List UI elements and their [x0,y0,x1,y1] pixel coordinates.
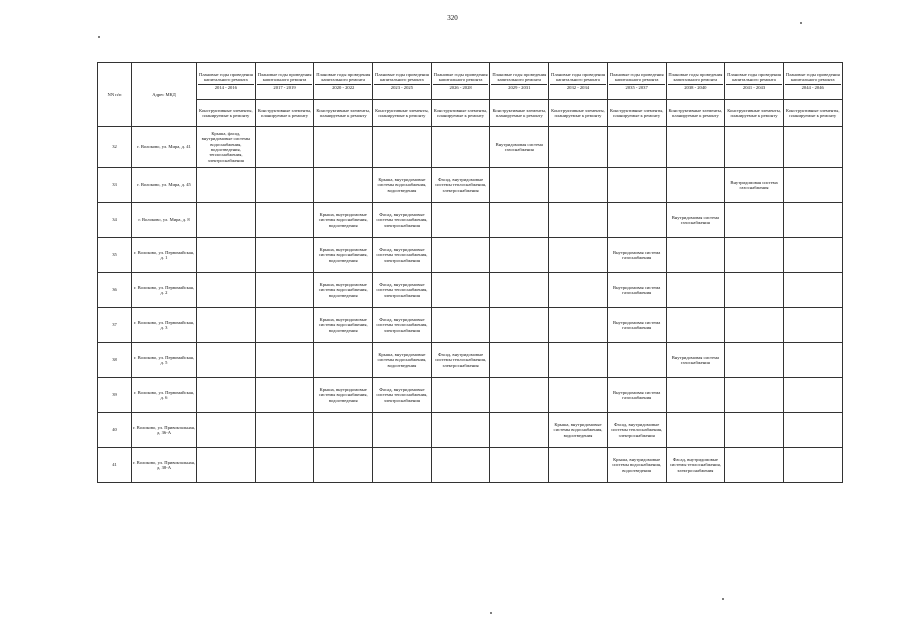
capital-repair-plan-table [97,62,843,483]
header-period [725,63,784,100]
repair-elements-cell [666,378,725,413]
repair-elements-cell [197,413,256,448]
row-address: г. Волоково, ул. Первомайская, д. 5 [132,343,197,378]
header-plan-label: Плановые годы проведения капитального ремонта [374,71,429,83]
repair-elements-cell [666,127,725,168]
repair-elements-cell [783,448,842,483]
repair-elements-cell [255,448,314,483]
repair-elements-cell: Фасад, внутридомовые системы теплоснабжения, электроснабжения [431,343,490,378]
row-number: 40 [98,413,132,448]
row-number: 33 [98,168,132,203]
repair-elements-cell [373,413,432,448]
header-elements: Конструктивные элементы, планируемые к ремонту [549,100,608,127]
row-address: г. Волоково, ул. Привокзальная, д. 38-А [132,448,197,483]
repair-elements-cell: Крыша, внутридомовые системы водоснабжения, водоотведения [314,378,373,413]
row-number: 41 [98,448,132,483]
table-row [98,203,843,238]
scan-speck [722,598,724,600]
header-plan-label: Плановые годы проведения капитального ремонта [609,71,664,83]
repair-elements-cell [431,308,490,343]
repair-elements-cell: Внутридомовая система газоснабжения [607,273,666,308]
repair-elements-cell [725,203,784,238]
header-plan-label: Плановые годы проведения капитального ремонта [551,71,605,83]
repair-elements-cell [431,378,490,413]
repair-elements-cell [783,168,842,203]
repair-elements-cell [783,238,842,273]
header-period-years: 2017 - 2019 [257,84,313,90]
repair-elements-cell [725,343,784,378]
header-period [431,63,490,100]
header-period [549,63,608,100]
repair-elements-cell [725,413,784,448]
repair-elements-cell [197,203,256,238]
repair-elements-cell [725,308,784,343]
repair-elements-cell [373,127,432,168]
row-address: г. Волоково, ул. Первомайская, д. 3 [132,308,197,343]
header-period [314,63,373,100]
repair-elements-cell [607,343,666,378]
header-plan-label: Плановые годы проведения капитального ремонта [492,71,547,83]
row-address: г. Волоково, ул. Первомайская, д. 1 [132,238,197,273]
repair-elements-cell: Крыша, фасад, внутридомовые системы водоснабжения, водоотведения, теплоснабжения, электроснабжения [197,127,256,168]
row-number: 32 [98,127,132,168]
repair-elements-cell [490,238,549,273]
repair-elements-cell: Крыша, внутридомовые системы водоснабжения, водоотведения [314,308,373,343]
table-row [98,413,843,448]
repair-elements-cell [607,127,666,168]
row-number: 37 [98,308,132,343]
repair-elements-cell [431,273,490,308]
header-period-years: 2029 - 2031 [491,84,547,90]
repair-elements-cell [490,273,549,308]
repair-elements-cell [255,273,314,308]
repair-elements-cell [607,168,666,203]
header-period [197,63,256,100]
repair-elements-cell [783,343,842,378]
repair-elements-cell [373,448,432,483]
repair-elements-cell [197,343,256,378]
table-row [98,343,843,378]
header-plan-label: Плановые годы проведения капитального ремонта [433,71,488,83]
table-row [98,378,843,413]
scan-speck [800,22,802,24]
repair-elements-cell [431,238,490,273]
repair-elements-cell [490,343,549,378]
header-period-years: 2023 - 2025 [374,84,430,90]
repair-elements-cell [490,203,549,238]
repair-elements-cell: Крыша, внутридомовые системы водоснабжения, водоотведения [373,168,432,203]
row-address: г. Волоково, ул. Первомайская, д. 6 [132,378,197,413]
repair-elements-cell: Фасад, внутридомовые системы теплоснабжения, электроснабжения [373,238,432,273]
repair-elements-cell [255,203,314,238]
repair-elements-cell [783,203,842,238]
header-period [666,63,725,100]
header-elements: Конструктивные элементы, планируемые к ремонту [373,100,432,127]
repair-elements-cell [666,273,725,308]
table-row [98,273,843,308]
repair-elements-cell [607,203,666,238]
header-elements: Конструктивные элементы, планируемые к ремонту [314,100,373,127]
header-plan-label: Плановые годы проведения капитального ремонта [257,71,312,83]
row-number: 38 [98,343,132,378]
repair-elements-cell [314,413,373,448]
header-num: NN п/п [98,63,132,127]
row-address: г. Волоково, ул. Мира, д. 8 [132,203,197,238]
repair-elements-cell [549,308,608,343]
repair-elements-cell: Внутридомовая система газоснабжения [607,308,666,343]
repair-elements-cell [255,343,314,378]
repair-elements-cell: Фасад, внутридомовые системы теплоснабжения, электроснабжения [373,203,432,238]
header-period-years: 2026 - 2028 [433,84,489,90]
repair-elements-cell [783,308,842,343]
repair-elements-cell [197,448,256,483]
header-address: Адрес МКД [132,63,197,127]
repair-elements-cell: Внутридомовая система газоснабжения [607,378,666,413]
repair-elements-cell: Крыша, внутридомовые системы водоснабжения, водоотведения [314,273,373,308]
repair-elements-cell [783,273,842,308]
repair-elements-cell [314,168,373,203]
row-number: 36 [98,273,132,308]
repair-elements-cell [255,238,314,273]
repair-elements-cell [197,238,256,273]
header-period-years: 2020 - 2022 [315,84,371,90]
repair-elements-cell [431,448,490,483]
header-period [373,63,432,100]
repair-elements-cell [783,378,842,413]
repair-elements-cell [725,273,784,308]
scan-speck [98,36,100,38]
row-number: 34 [98,203,132,238]
header-period [255,63,314,100]
header-plan-label: Плановые годы проведения капитального ремонта [198,71,253,83]
scan-speck [490,612,492,614]
repair-elements-cell [725,448,784,483]
repair-elements-cell [549,378,608,413]
header-elements: Конструктивные элементы, планируемые к ремонту [666,100,725,127]
repair-elements-cell [197,273,256,308]
repair-elements-cell [431,413,490,448]
repair-elements-cell [549,168,608,203]
repair-elements-cell: Фасад, внутридомовые системы теплоснабжения, электроснабжения [373,378,432,413]
repair-elements-cell: Крыша, внутридомовые системы водоснабжения, водоотведения [607,448,666,483]
header-plan-label: Плановые годы проведения капитального ремонта [668,71,723,83]
repair-elements-cell: Крыша, внутридомовые системы водоснабжения, водоотведения [314,203,373,238]
header-period-years: 2038 - 2040 [668,84,724,90]
header-elements: Конструктивные элементы, планируемые к ремонту [255,100,314,127]
header-subrow [98,100,843,127]
table-row [98,168,843,203]
repair-elements-cell: Внутридомовая система газоснабжения [725,168,784,203]
repair-elements-cell: Фасад, внутридомовые системы теплоснабжения, электроснабжения [431,168,490,203]
repair-elements-cell: Фасад, внутридомовые системы теплоснабжения, электроснабжения [607,413,666,448]
repair-elements-cell: Фасад, внутридомовые системы теплоснабжения, электроснабжения [373,308,432,343]
header-elements: Конструктивные элементы, планируемые к ремонту [490,100,549,127]
repair-elements-cell [783,413,842,448]
repair-elements-cell [255,413,314,448]
repair-elements-cell [549,343,608,378]
repair-elements-cell [490,413,549,448]
repair-elements-cell [490,448,549,483]
repair-elements-cell: Фасад, внутридомовые системы теплоснабжения, электроснабжения [373,273,432,308]
repair-elements-cell [314,448,373,483]
repair-elements-cell [549,238,608,273]
repair-elements-cell: Внутридомовая система газоснабжения [607,238,666,273]
row-number: 39 [98,378,132,413]
repair-elements-cell: Крыша, внутридомовые системы водоснабжения, водоотведения [314,238,373,273]
header-elements: Конструктивные элементы, планируемые к ремонту [783,100,842,127]
repair-elements-cell [255,378,314,413]
repair-elements-cell: Внутридомовая система газоснабжения [666,203,725,238]
repair-elements-cell [197,168,256,203]
table-row [98,448,843,483]
repair-elements-cell [549,127,608,168]
repair-elements-cell [314,343,373,378]
row-address: г. Волоково, ул. Привокзальная, д. 36-А [132,413,197,448]
header-elements: Конструктивные элементы, планируемые к ремонту [725,100,784,127]
header-elements: Конструктивные элементы, планируемые к ремонту [197,100,256,127]
repair-elements-cell [666,308,725,343]
repair-elements-cell [431,127,490,168]
header-elements: Конструктивные элементы, планируемые к ремонту [607,100,666,127]
header-period [783,63,842,100]
repair-elements-cell [725,238,784,273]
page-number: 320 [447,14,458,22]
repair-elements-cell: Внутридомовая система газоснабжения [666,343,725,378]
repair-elements-cell [197,308,256,343]
table-row [98,127,843,168]
repair-elements-cell [490,168,549,203]
repair-elements-cell [725,378,784,413]
header-plan-label: Плановые годы проведения капитального ремонта [785,71,840,83]
repair-elements-cell [431,203,490,238]
repair-elements-cell: Крыша, внутридомовые системы водоснабжения, водоотведения [373,343,432,378]
repair-elements-cell [255,308,314,343]
repair-elements-cell [490,378,549,413]
repair-elements-cell [549,203,608,238]
header-period-years: 2032 - 2034 [550,84,606,90]
repair-elements-cell [255,168,314,203]
header-period [490,63,549,100]
repair-elements-cell [783,127,842,168]
row-number: 35 [98,238,132,273]
header-plan-label: Плановые годы проведения капитального ремонта [316,71,371,83]
repair-elements-cell: Фасад, внутридомовые системы теплоснабжения, электроснабжения [666,448,725,483]
header-period-years: 2014 - 2016 [198,84,254,90]
header-elements: Конструктивные элементы, планируемые к ремонту [431,100,490,127]
table-row [98,308,843,343]
header-row [98,63,843,100]
repair-elements-cell [490,308,549,343]
header-period [607,63,666,100]
row-address: г. Волоково, ул. Мира, д. 41 [132,127,197,168]
repair-elements-cell [666,238,725,273]
repair-elements-cell [666,413,725,448]
repair-elements-cell [725,127,784,168]
repair-elements-cell [549,273,608,308]
header-period-years: 2044 - 2046 [785,84,841,90]
header-plan-label: Плановые годы проведения капитального ремонта [727,71,781,83]
header-period-years: 2035 - 2037 [609,84,665,90]
repair-elements-cell: Внутридомовая система газоснабжения [490,127,549,168]
repair-elements-cell [666,168,725,203]
repair-elements-cell [549,448,608,483]
repair-elements-cell: Крыша, внутридомовые системы водоснабжения, водоотведения [549,413,608,448]
header-period-years: 2041 - 2043 [726,84,782,90]
repair-elements-cell [197,378,256,413]
repair-elements-cell [314,127,373,168]
row-address: г. Волоково, ул. Первомайская, д. 2 [132,273,197,308]
table-row [98,238,843,273]
repair-elements-cell [255,127,314,168]
row-address: г. Волоково, ул. Мира, д. 45 [132,168,197,203]
